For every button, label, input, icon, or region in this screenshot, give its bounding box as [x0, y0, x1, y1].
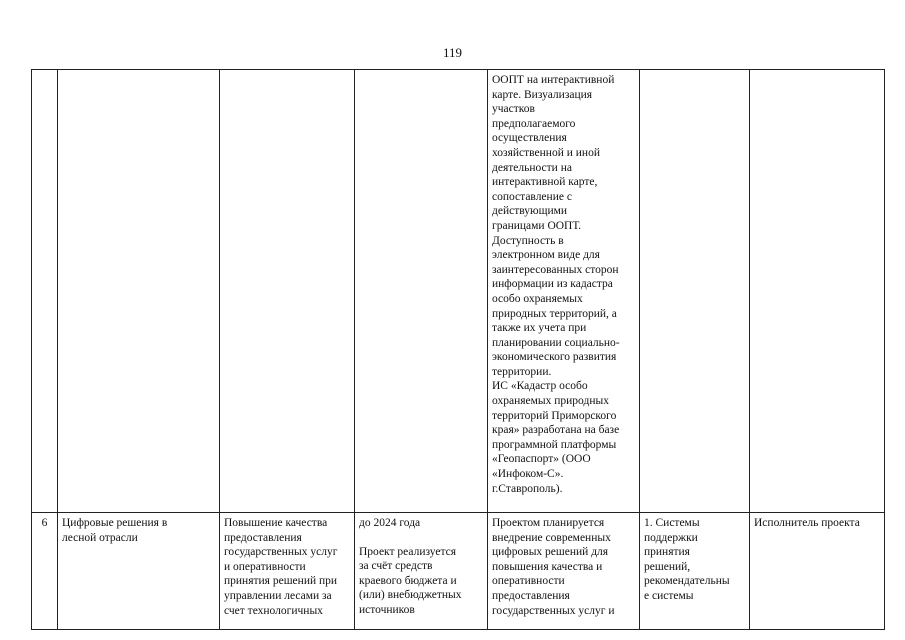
project-name-cell — [58, 513, 220, 630]
description-line: природных территорий, а — [492, 307, 617, 320]
description-line: охраняемых природных — [492, 395, 609, 408]
description-line: также их учета при — [492, 322, 587, 335]
deadline-cell — [355, 513, 488, 630]
description-line: территорий Приморского — [492, 409, 617, 422]
description-line: деятельности на — [492, 161, 572, 174]
description-line: государственных услуг и — [492, 604, 615, 617]
description-line: цифровых решений для — [492, 546, 609, 559]
funding-line: за счёт средств — [359, 560, 433, 573]
goal-line: государственных услуг — [224, 546, 338, 559]
description-line: ИС «Кадастр особо — [492, 380, 588, 393]
deadline-cell — [355, 70, 488, 513]
goal-line: предоставления — [224, 531, 302, 544]
goal-line: принятия решений при — [224, 575, 338, 588]
systems-cell — [640, 513, 750, 630]
row-number-cell — [32, 70, 58, 513]
funding-line: (или) внебюджетных — [359, 589, 462, 602]
description-line: электронном виде для — [492, 249, 600, 262]
description-cell — [488, 70, 640, 513]
project-name-line: Цифровые решения в — [62, 517, 168, 529]
description-line: участков — [492, 103, 535, 116]
funding-line: Проект реализуется — [359, 545, 457, 558]
description-line: интерактивной карте, — [492, 176, 598, 189]
description-line: программной платформы — [492, 438, 617, 451]
description-line: г.Ставрополь). — [492, 482, 563, 495]
description-line: края» разработана на базе — [492, 424, 620, 437]
description-line: планировании социально- — [492, 336, 620, 349]
systems-line: е системы — [644, 589, 694, 602]
deadline-line: до 2024 года — [359, 517, 421, 529]
description-line: действующими — [492, 205, 568, 218]
goal-line: управлении лесами за — [224, 589, 332, 602]
description-line: заинтересованных сторон — [492, 263, 619, 276]
description-line: экономического развития — [492, 351, 617, 364]
executor-line: Исполнитель проекта — [754, 517, 860, 529]
description-line: оперативности — [492, 575, 565, 588]
goal-line: счет технологичных — [224, 604, 323, 617]
systems-line: принятия — [644, 546, 690, 559]
row-number-cell: 6 — [32, 513, 58, 630]
project-goal-cell — [220, 70, 355, 513]
description-line: хозяйственной и иной — [492, 146, 600, 159]
description-line: информации из кадастра — [492, 278, 613, 291]
table-row — [32, 513, 885, 630]
goal-line: Повышение качества — [224, 517, 328, 529]
funding-line: краевого бюджета и — [359, 574, 457, 587]
table-row — [32, 70, 885, 513]
page-number: 119 — [442, 45, 463, 60]
systems-line: решений, — [644, 560, 691, 573]
description-line: границами ООПТ. — [492, 219, 582, 232]
spacer — [359, 531, 483, 545]
description-line: сопоставление с — [492, 190, 572, 203]
funding-line: источников — [359, 603, 415, 616]
description-line: Проектом планируется — [492, 517, 605, 529]
executor-cell — [750, 70, 885, 513]
description-line: Доступность в — [492, 234, 564, 247]
description-line: повышения качества и — [492, 560, 603, 573]
description-line: территории. — [492, 365, 552, 378]
description-line: «Инфоком-С». — [492, 468, 564, 481]
systems-line: рекомендательны — [644, 575, 730, 588]
systems-line: поддержки — [644, 531, 698, 544]
description-line: карте. Визуализация — [492, 88, 593, 101]
systems-line: 1. Системы — [644, 517, 700, 529]
description-line: «Геопаспорт» (ООО — [492, 453, 591, 466]
description-cell — [488, 513, 640, 630]
description-line: предоставления — [492, 589, 570, 602]
description-line: предполагаемого — [492, 117, 576, 130]
description-line: особо охраняемых — [492, 292, 583, 305]
document-table — [31, 69, 885, 630]
description-line: внедрение современных — [492, 531, 611, 544]
goal-line: и оперативности — [224, 560, 306, 573]
description-line: ООПТ на интерактивной — [492, 74, 615, 86]
project-name-line: лесной отрасли — [62, 531, 138, 544]
project-name-cell — [58, 70, 220, 513]
systems-cell — [640, 70, 750, 513]
description-line: осуществления — [492, 132, 567, 145]
project-goal-cell — [220, 513, 355, 630]
executor-cell — [750, 513, 885, 630]
